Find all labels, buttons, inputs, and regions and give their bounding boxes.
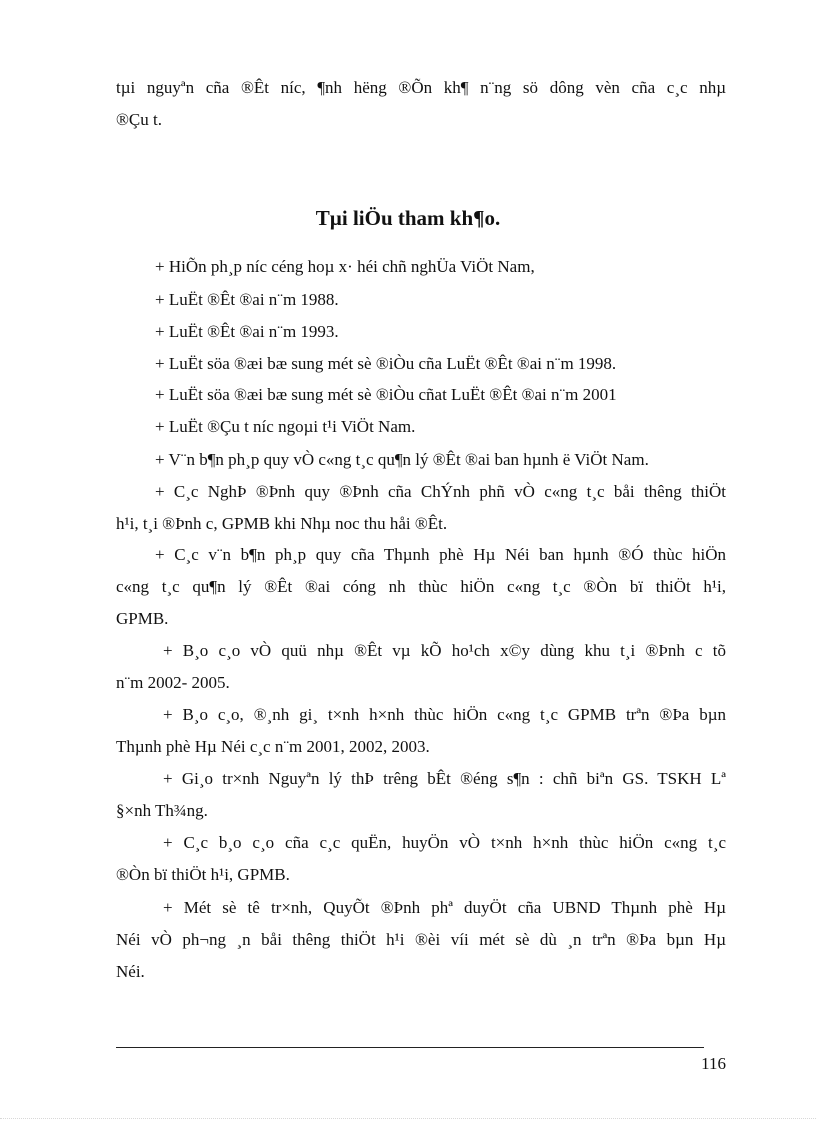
reference-item: + LuËt ®Êt ®ai n¨m 1993. (155, 322, 339, 341)
reference-item-continuation: Thµnh phè Hµ Néi c¸c n¨m 2001, 2002, 2003. (116, 737, 430, 756)
reference-item: + V¨n b¶n ph¸p quy vÒ c«ng t¸c qu¶n lý ®Êt ®ai ban hµnh ë ViÖt Nam. (155, 450, 649, 469)
reference-item: + LuËt söa ®æi bæ sung mét sè ®iÒu cñat LuËt ®Êt ®ai n¨m 2001 (155, 385, 617, 404)
reference-item: + Gi¸o tr×nh Nguyªn lý thÞ trêng bÊt ®éng s¶n : chñ biªn GS. TSKH Lª (163, 769, 726, 788)
reference-item-continuation: ®Òn bï thiÖt h¹i, GPMB. (116, 865, 290, 884)
reference-item-continuation: n¨m 2002- 2005. (116, 673, 230, 692)
reference-item-continuation: GPMB. (116, 609, 169, 628)
intro-line-2: ®Çu t. (116, 110, 162, 129)
reference-item: + B¸o c¸o, ®¸nh gi¸ t×nh h×nh thùc hiÖn c«ng t¸c GPMB trªn ®Þa bµn (163, 705, 726, 724)
section-title: Tµi liÖu tham kh¶o. (315, 206, 501, 230)
reference-item: + LuËt ®Çu t níc ngoµi t¹i ViÖt Nam. (155, 417, 416, 436)
intro-line-1: tµi nguyªn cña ®Êt níc, ¶nh hëng ®Õn kh¶ n¨ng sö dông vèn cña c¸c nhµ (116, 78, 726, 97)
reference-item-continuation: Néi vÒ ph¬ng ¸n båi thêng thiÖt h¹i ®èi víi mét sè dù ¸n trªn ®Þa bµn Hµ (116, 930, 726, 949)
reference-item: + B¸o c¸o vÒ quü nhµ ®Êt vµ kÕ ho¹ch x©y dùng khu t¸i ®Þnh c tõ (163, 641, 726, 660)
reference-item: + LuËt söa ®æi bæ sung mét sè ®iÒu cña LuËt ®Êt ®ai n¨m 1998. (155, 354, 617, 373)
reference-item: + C¸c b¸o c¸o cña c¸c quËn, huyÖn vÒ t×nh h×nh thùc hiÖn c«ng t¸c (163, 833, 726, 852)
page-edge-divider (0, 1118, 816, 1119)
reference-item-continuation: §×nh Th¾ng. (116, 801, 208, 820)
reference-item-continuation: h¹i, t¸i ®Þnh c, GPMB khi Nhµ noc thu håi ®Êt. (116, 514, 448, 533)
page-number: 116 (701, 1054, 726, 1073)
reference-item: + HiÕn ph¸p níc céng hoµ x· héi chñ nghÜa ViÖt Nam, (155, 257, 535, 276)
reference-item: + Mét sè tê tr×nh, QuyÕt ®Þnh phª duyÖt cña UBND Thµnh phè Hµ (163, 898, 726, 917)
footer-rule (116, 1047, 704, 1048)
reference-item: + C¸c v¨n b¶n ph¸p quy cña Thµnh phè Hµ Néi ban hµnh ®Ó thùc hiÖn (155, 545, 726, 564)
reference-item: + LuËt ®Êt ®ai n¨m 1988. (155, 290, 339, 309)
reference-item: + C¸c NghÞ ®Þnh quy ®Þnh cña ChÝnh phñ vÒ c«ng t¸c båi thêng thiÖt (155, 482, 726, 501)
reference-item-continuation: c«ng t¸c qu¶n lý ®Êt ®ai cóng nh thùc hiÖn c«ng t¸c ®Òn bï thiÖt h¹i, (116, 577, 726, 596)
reference-item-continuation: Néi. (116, 962, 145, 981)
